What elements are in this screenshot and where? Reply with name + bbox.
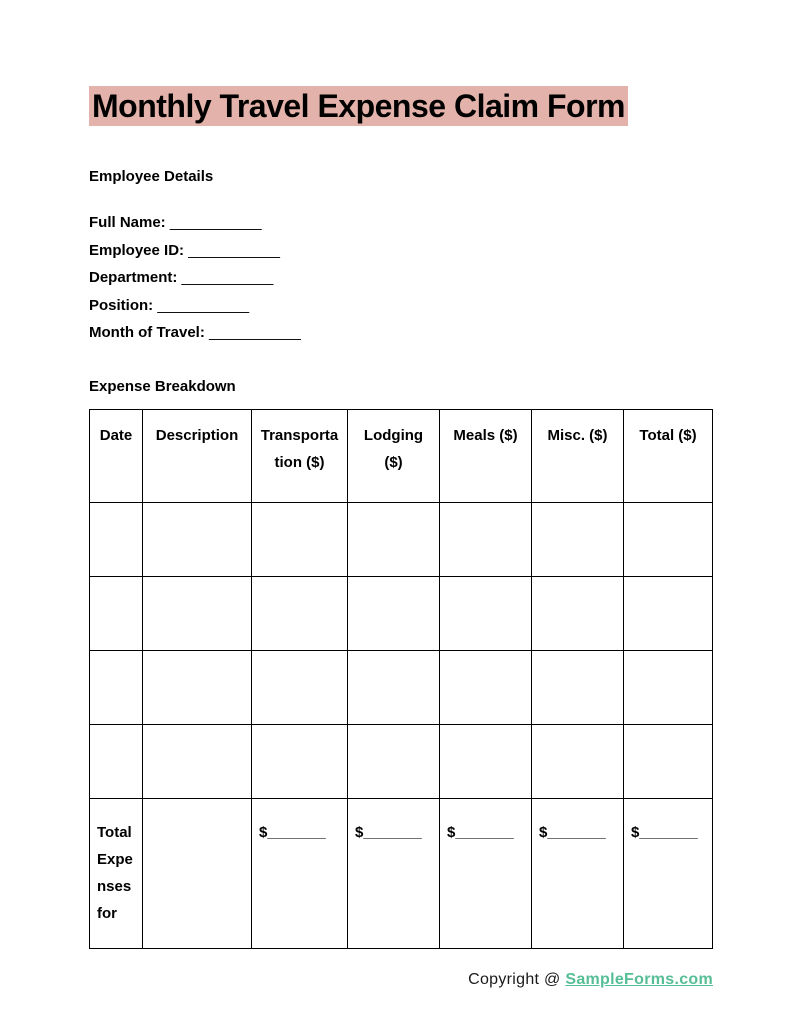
total-total-amount: $_______ [624, 798, 713, 948]
empty-cell [90, 724, 143, 798]
field-full-name [89, 209, 713, 237]
empty-cell [143, 502, 252, 576]
empty-cell [252, 650, 348, 724]
table-header-row [90, 409, 713, 502]
total-lodging-amount: $_______ [348, 798, 440, 948]
table-total-row [90, 798, 713, 948]
table-row [90, 502, 713, 576]
empty-cell [440, 650, 532, 724]
field-month-of-travel-label: Month of Travel: [89, 324, 205, 341]
field-full-name-blank: ___________ [169, 214, 262, 231]
empty-cell [348, 502, 440, 576]
field-department [89, 264, 713, 292]
expense-breakdown-heading: Expense Breakdown [89, 377, 236, 395]
empty-cell [252, 576, 348, 650]
empty-cell [143, 576, 252, 650]
total-row-description-cell [143, 798, 252, 948]
page-title-row [89, 86, 713, 126]
empty-cell [348, 724, 440, 798]
empty-cell [624, 576, 713, 650]
field-department-label: Department: [89, 269, 178, 286]
table-row [90, 724, 713, 798]
empty-cell [143, 724, 252, 798]
field-position-blank: ___________ [157, 296, 250, 314]
empty-cell [624, 650, 713, 724]
empty-cell [90, 502, 143, 576]
empty-cell [252, 724, 348, 798]
field-month-of-travel-blank: ___________ [209, 324, 301, 341]
empty-cell [532, 650, 624, 724]
footer [89, 971, 713, 989]
empty-cell [532, 502, 624, 576]
empty-cell [624, 502, 713, 576]
field-full-name-label: Full Name: [89, 214, 166, 231]
header-date: Date [90, 409, 143, 502]
header-lodging: Lodging ($) [348, 409, 440, 502]
empty-cell [440, 576, 532, 650]
total-expenses-label: Total Expenses for [90, 798, 143, 948]
employee-details-heading: Employee Details [89, 168, 214, 185]
total-transportation-amount: $_______ [252, 798, 348, 948]
table-row [90, 576, 713, 650]
total-misc-amount: $_______ [532, 798, 624, 948]
header-meals: Meals ($) [440, 409, 532, 502]
sampleforms-link[interactable]: SampleForms.com [565, 970, 713, 988]
empty-cell [252, 502, 348, 576]
employee-details-fields [89, 209, 713, 347]
field-department-blank: ___________ [181, 269, 274, 286]
table-row [90, 650, 713, 724]
empty-cell [143, 650, 252, 724]
total-meals-amount: $_______ [440, 798, 532, 948]
header-total: Total ($) [624, 409, 713, 502]
empty-cell [348, 576, 440, 650]
copyright-text: Copyright @ [468, 970, 566, 988]
empty-cell [532, 724, 624, 798]
header-transportation: Transportation ($) [252, 409, 348, 502]
field-employee-id-label: Employee ID: [89, 241, 185, 259]
header-description: Description [143, 409, 252, 502]
page-title: Monthly Travel Expense Claim Form [89, 86, 628, 126]
empty-cell [532, 576, 624, 650]
empty-cell [90, 650, 143, 724]
empty-cell [624, 724, 713, 798]
field-position [89, 292, 713, 320]
empty-cell [440, 502, 532, 576]
field-employee-id [89, 237, 713, 265]
header-misc: Misc. ($) [532, 409, 624, 502]
empty-cell [348, 650, 440, 724]
field-position-label: Position: [89, 296, 154, 314]
field-month-of-travel [89, 319, 713, 347]
field-employee-id-blank: ___________ [188, 241, 280, 259]
empty-cell [440, 724, 532, 798]
expense-table [89, 409, 713, 949]
form-page [89, 0, 713, 949]
empty-cell [90, 576, 143, 650]
